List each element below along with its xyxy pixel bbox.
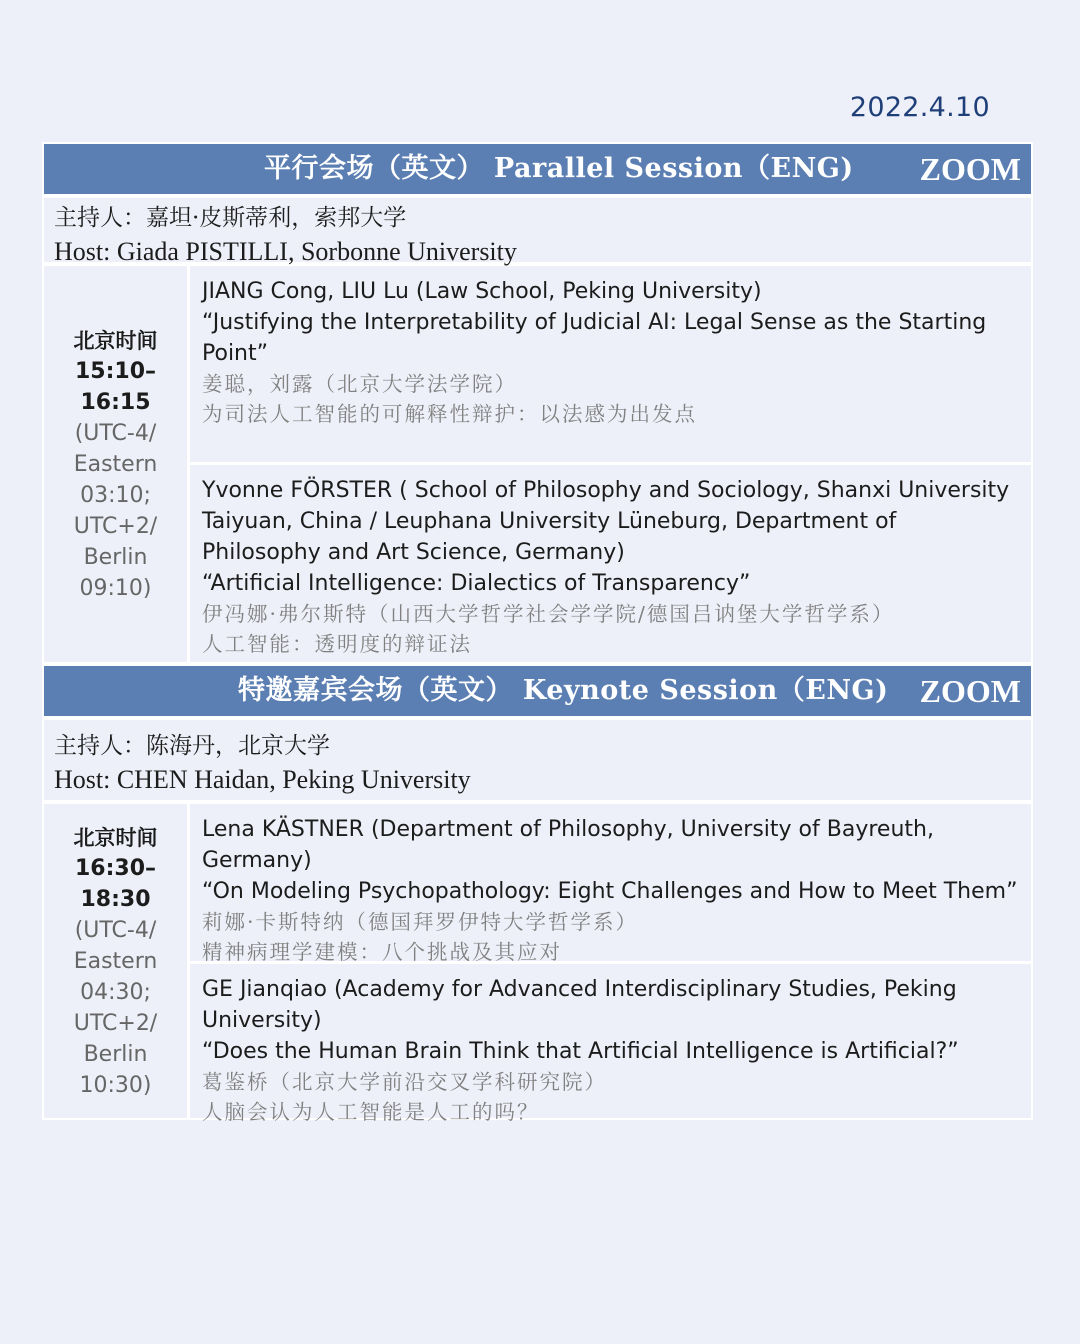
host-english: Host: CHEN Haidan, Peking University: [54, 765, 471, 794]
talk-list: [190, 266, 1031, 662]
utc-line: Eastern: [73, 948, 158, 974]
talk-item: [190, 964, 1031, 1137]
zoom-label: ZOOM: [919, 673, 1021, 709]
session-title: 平行会场（英文） Parallel Session（ENG): [264, 153, 854, 184]
talk-speaker-zh: 姜聪，刘露（北京大学法学院）: [202, 372, 517, 396]
utc-line: 03:10;: [80, 482, 151, 508]
time-cell: [44, 804, 190, 1118]
session-title: 特邀嘉宾会场（英文） Keynote Session（ENG): [238, 675, 889, 706]
talk-speaker-zh: 伊冯娜·弗尔斯特（山西大学哲学社会学学院/德国吕讷堡大学哲学系）: [202, 602, 895, 626]
talk-title: “Does the Human Brain Think that Artificial Intelligence is Artificial?”: [202, 1039, 959, 1064]
session-header-parallel: [42, 142, 1033, 196]
talk-item: [190, 465, 1031, 669]
utc-line: 10:30): [79, 1072, 152, 1098]
time-start: 15:10–: [74, 358, 157, 384]
utc-line: UTC+2/: [73, 513, 158, 539]
time-end: 18:30: [80, 886, 151, 912]
session-header-keynote: [42, 664, 1033, 718]
talk-title-zh: 人工智能：透明度的辩证法: [202, 632, 472, 656]
talk-speaker-zh: 莉娜·卡斯特纳（德国拜罗伊特大学哲学系）: [202, 910, 639, 934]
talk-item: [190, 266, 1031, 465]
utc-line: Berlin: [83, 544, 148, 570]
schedule-date: 2022.4.10: [849, 92, 990, 123]
session-row: [42, 802, 1033, 1124]
beijing-time-label: 北京时间: [73, 327, 158, 353]
talk-speaker: JIANG Cong, LIU Lu (Law School, Peking University): [202, 279, 762, 304]
utc-line: Eastern: [73, 451, 158, 477]
talk-title: “Justifying the Interpretability of Judicial AI: Legal Sense as the Starting Point”: [202, 310, 987, 366]
utc-line: 04:30;: [80, 979, 151, 1005]
session-host: [42, 718, 1033, 802]
talk-speaker: Lena KÄSTNER (Department of Philosophy, University of Bayreuth, Germany): [202, 817, 934, 873]
time-cell: [44, 266, 190, 662]
time-end: 16:15: [80, 389, 151, 415]
host-english: Host: Giada PISTILLI, Sorbonne University: [54, 237, 517, 266]
talk-title: “Artificial Intelligence: Dialectics of Transparency”: [202, 571, 751, 596]
talk-speaker: GE Jianqiao (Academy for Advanced Interdisciplinary Studies, Peking University): [202, 977, 957, 1033]
zoom-label: ZOOM: [919, 151, 1021, 187]
host-chinese: 主持人：陈海丹，北京大学: [54, 733, 330, 759]
time-start: 16:30–: [74, 855, 157, 881]
utc-line: (UTC-4/: [74, 917, 157, 943]
talk-list: [190, 804, 1031, 1124]
talk-item: [190, 804, 1031, 964]
session-row: [42, 264, 1033, 664]
talk-title-zh: 为司法人工智能的可解释性辩护：以法感为出发点: [202, 402, 697, 426]
session-host: [42, 196, 1033, 264]
utc-line: Berlin: [83, 1041, 148, 1067]
talk-title-zh: 精神病理学建模：八个挑战及其应对: [202, 940, 562, 964]
utc-line: (UTC-4/: [74, 420, 157, 446]
talk-title: “On Modeling Psychopathology: Eight Challenges and How to Meet Them”: [202, 879, 1018, 904]
talk-speaker-zh: 葛鉴桥（北京大学前沿交叉学科研究院）: [202, 1070, 607, 1094]
talk-speaker: Yvonne FÖRSTER ( School of Philosophy and Sociology, Shanxi University Taiyuan, China / Leuphana University Lüneburg, Department of Philosophy and Art Science, Germany): [202, 478, 1010, 565]
talk-title-zh: 人脑会认为人工智能是人工的吗？: [202, 1100, 540, 1124]
schedule-table: [42, 142, 1033, 1124]
utc-line: UTC+2/: [73, 1010, 158, 1036]
beijing-time-label: 北京时间: [73, 824, 158, 850]
utc-line: 09:10): [79, 575, 152, 601]
host-chinese: 主持人：嘉坦·皮斯蒂利，索邦大学: [54, 205, 407, 231]
